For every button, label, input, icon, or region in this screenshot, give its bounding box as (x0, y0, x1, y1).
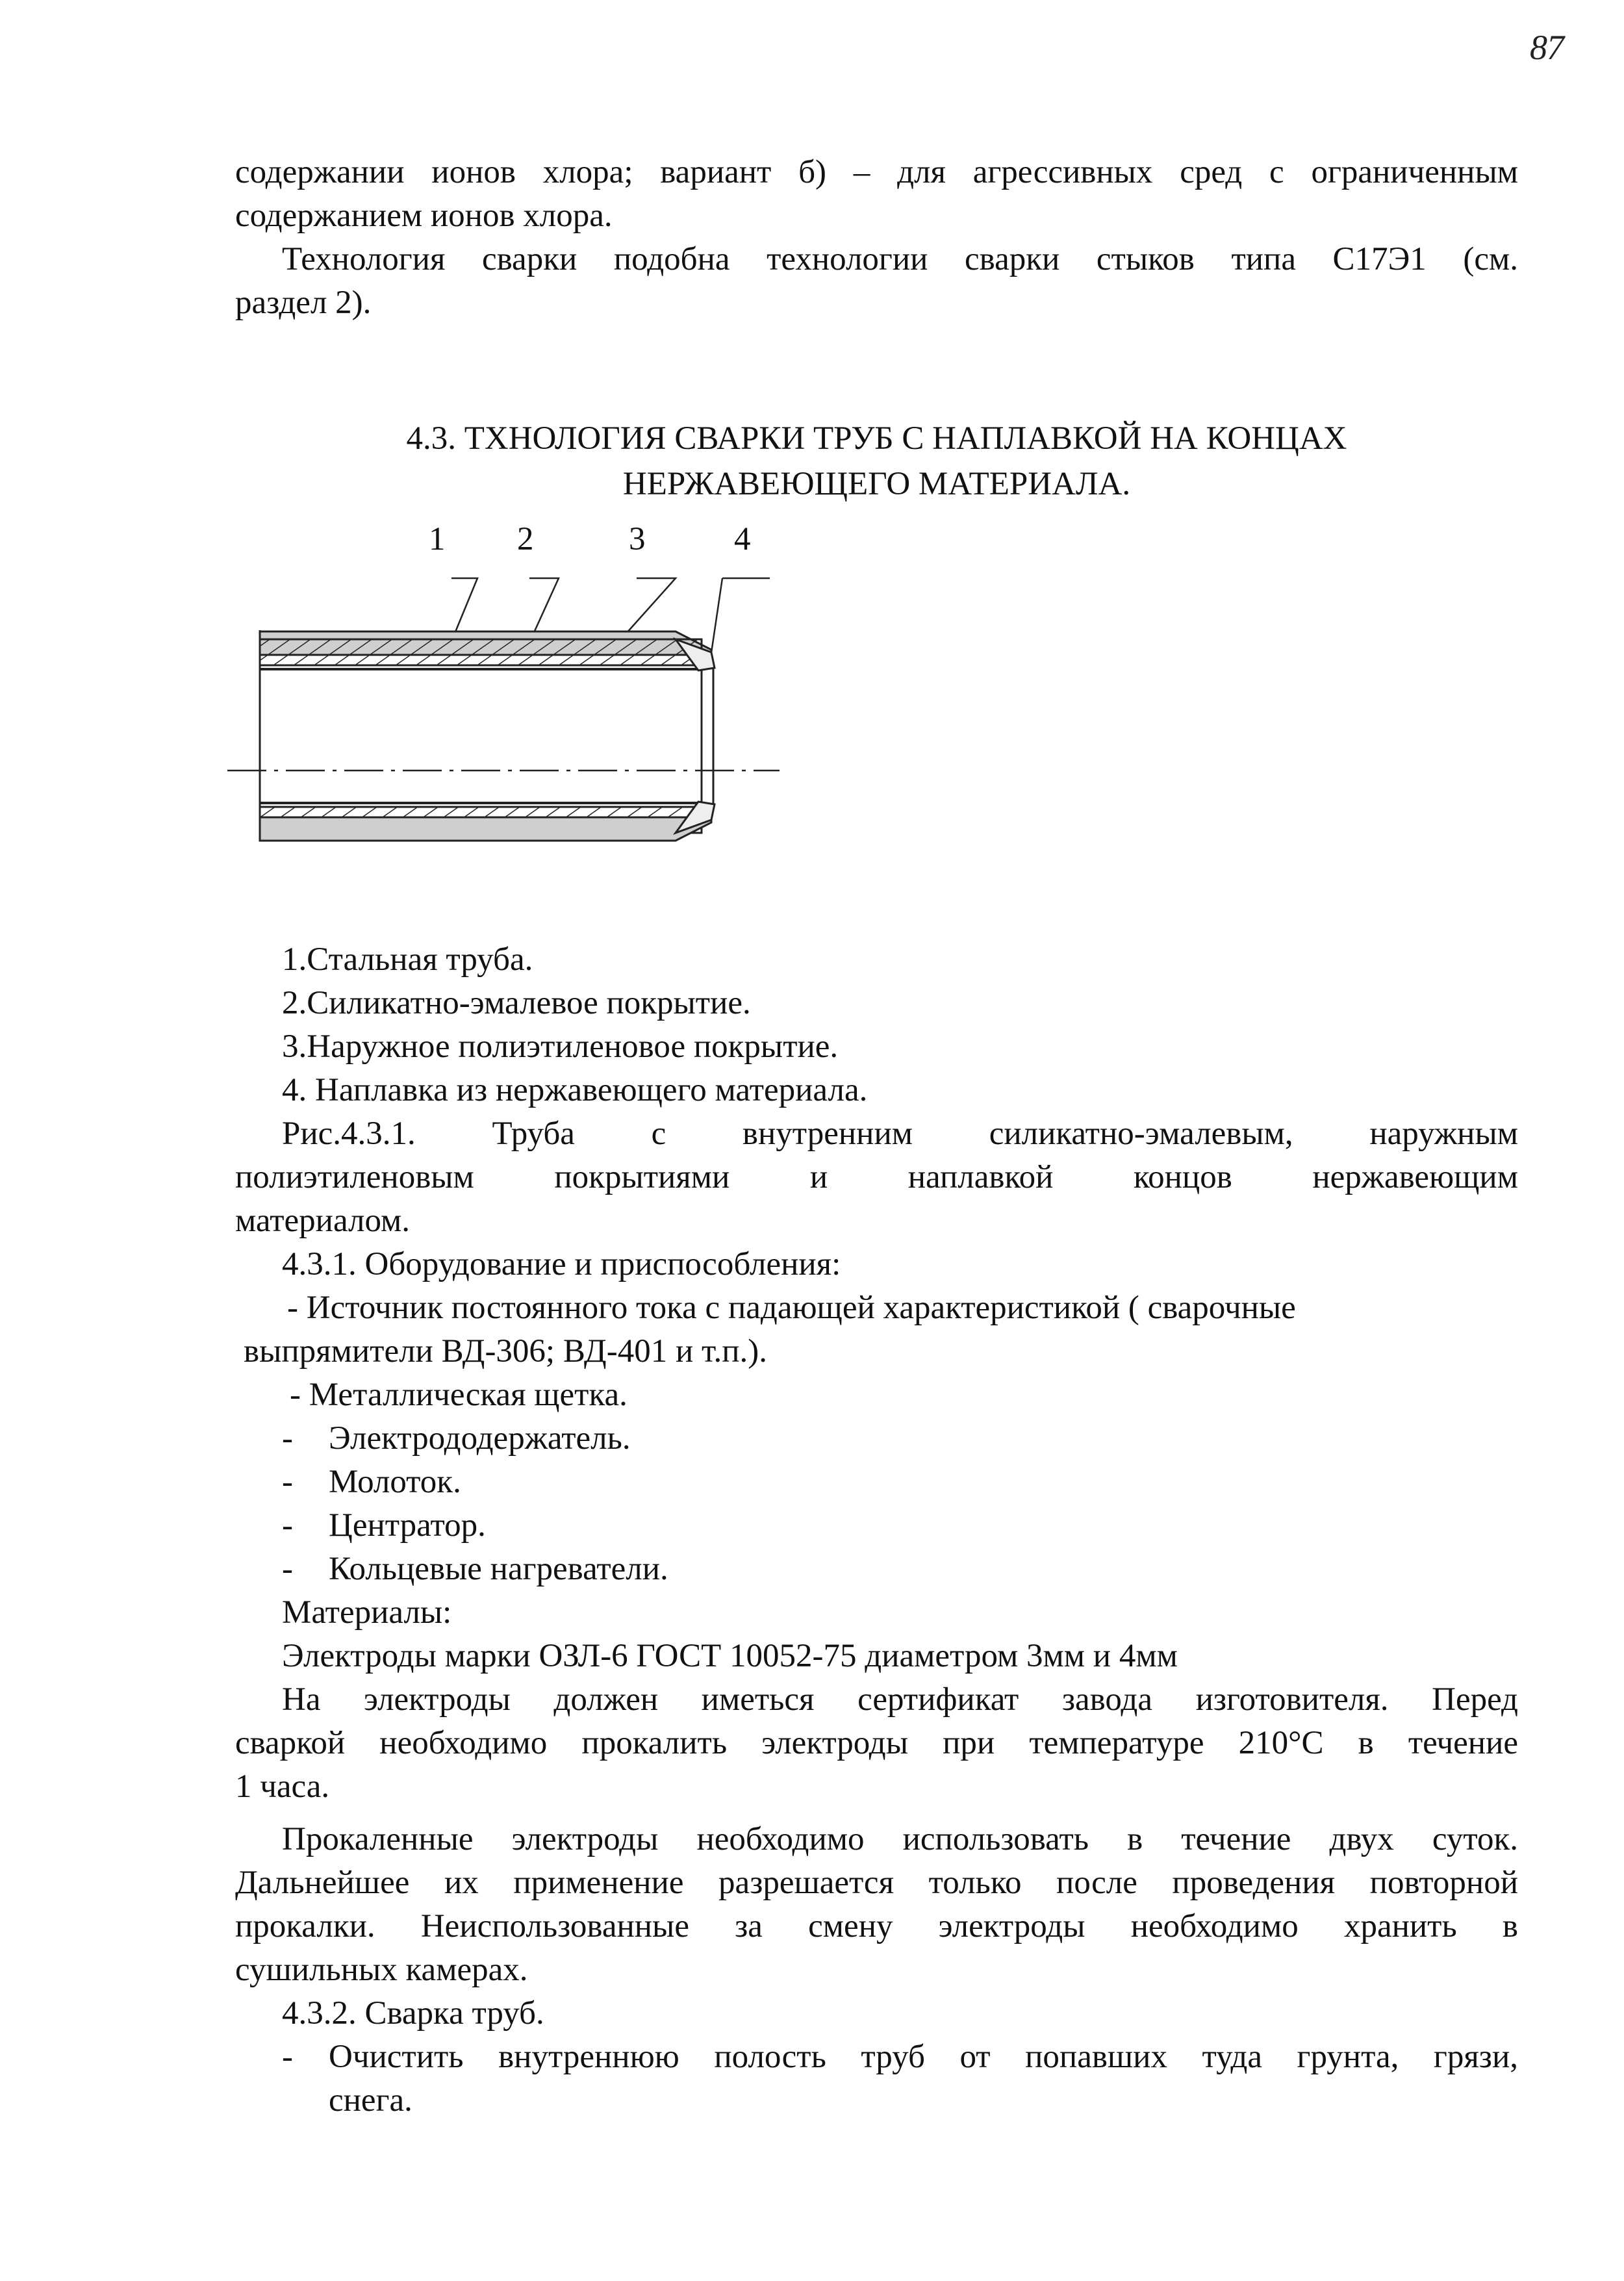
equipment-item-1-line-2: выпрямители ВД-306; ВД-401 и т.п.). (244, 1333, 767, 1370)
materials-title: Материалы: (282, 1594, 452, 1631)
subsection-1-title: 4.3.1. Оборудование и приспособления: (282, 1246, 841, 1282)
paragraph-storage-line-4: сушильных камерах. (235, 1952, 528, 1988)
welding-item-1-line-2: снега. (329, 2082, 412, 2119)
legend-item-2: 2.Силикатно-эмалевое покрытие. (282, 985, 751, 1021)
equipment-item-5-dash: - (282, 1507, 293, 1544)
pipe-diagram (221, 559, 806, 897)
section-heading-line-1: 4.3. ТХНОЛОГИЯ СВАРКИ ТРУБ С НАПЛАВКОЙ НА КОНЦАХ (406, 420, 1347, 457)
equipment-item-5-text: Центратор. (329, 1507, 486, 1544)
top-paragraph-2-line-2: раздел 2). (235, 285, 372, 321)
pipe-top-wall (260, 631, 715, 670)
paragraph-storage-line-1: Прокаленные электроды необходимо использовать в течение двух суток. (282, 1821, 1518, 1857)
callout-4: 4 (734, 521, 751, 557)
leader-line-1 (451, 578, 477, 633)
materials-electrodes: Электроды марки ОЗЛ-6 ГОСТ 10052-75 диаметром 3мм и 4мм (282, 1638, 1178, 1674)
figure-caption-line-1: Рис.4.3.1. Труба с внутренним силикатно-эмалевым, наружным (282, 1115, 1518, 1152)
top-paragraph-1 (235, 151, 1518, 238)
welding-item-1 (282, 2035, 1518, 2122)
equipment-item-3-dash: - (282, 1420, 293, 1457)
equipment-item-5 (282, 1504, 932, 1548)
equipment-item-4 (282, 1460, 932, 1504)
legend-item-1: 1.Стальная труба. (282, 941, 533, 978)
top-paragraph-2 (235, 238, 1518, 325)
paragraph-storage (235, 1818, 1518, 1992)
section-heading (235, 416, 1518, 507)
figure-caption (235, 1112, 1518, 1243)
callout-2: 2 (517, 521, 534, 557)
equipment-item-6-text: Кольцевые нагреватели. (329, 1551, 668, 1587)
top-paragraph-1-line-1: содержании ионов хлора; вариант б) – для агрессивных сред с ограниченным (235, 154, 1518, 190)
callout-1: 1 (429, 521, 446, 557)
welding-item-1-dash: - (282, 2039, 293, 2075)
equipment-item-6 (282, 1548, 932, 1591)
paragraph-certificate-line-2: сваркой необходимо прокалить электроды при температуре 210°С в течение (235, 1725, 1518, 1761)
figure-caption-line-3: материалом. (235, 1203, 411, 1239)
equipment-item-1-line-1: - Источник постоянного тока с падающей характеристикой ( сварочные (287, 1290, 1296, 1326)
paragraph-certificate (235, 1678, 1518, 1809)
section-heading-line-2: НЕРЖАВЕЮЩЕГО МАТЕРИАЛА. (622, 466, 1131, 502)
equipment-item-2: - Металлическая щетка. (290, 1377, 628, 1413)
subsection-2-title: 4.3.2. Сварка труб. (282, 1995, 544, 2032)
equipment-item-6-dash: - (282, 1551, 293, 1587)
welding-item-1-line-1: Очистить внутреннюю полость труб от попавших туда грунта, грязи, (329, 2039, 1518, 2075)
callout-3: 3 (629, 521, 646, 557)
paragraph-storage-line-3: прокалки. Неиспользованные за смену электроды необходимо хранить в (235, 1908, 1518, 1944)
paragraph-certificate-line-1: На электроды должен иметься сертификат завода изготовителя. Перед (282, 1681, 1518, 1718)
top-paragraph-2-line-1: Технология сварки подобна технологии сварки стыков типа С17Э1 (см. (282, 241, 1518, 277)
page-number: 87 (1530, 28, 1564, 67)
equipment-item-3-text: Электрододержатель. (329, 1420, 631, 1457)
pipe-bottom-wall (260, 802, 715, 841)
paragraph-certificate-line-3: 1 часа. (235, 1768, 330, 1805)
equipment-item-3 (282, 1417, 932, 1460)
legend-item-4: 4. Наплавка из нержавеющего материала. (282, 1072, 868, 1108)
top-paragraph-1-line-2: содержанием ионов хлора. (235, 198, 613, 234)
leader-line-4 (709, 578, 770, 666)
paragraph-storage-line-2: Дальнейшее их применение разрешается только после проведения повторной (235, 1865, 1518, 1901)
legend-item-3: 3.Наружное полиэтиленовое покрытие. (282, 1028, 839, 1065)
equipment-item-4-dash: - (282, 1464, 293, 1500)
figure-caption-line-2: полиэтиленовым покрытиями и наплавкой концов нержавеющим (235, 1159, 1518, 1195)
equipment-item-4-text: Молоток. (329, 1464, 461, 1500)
